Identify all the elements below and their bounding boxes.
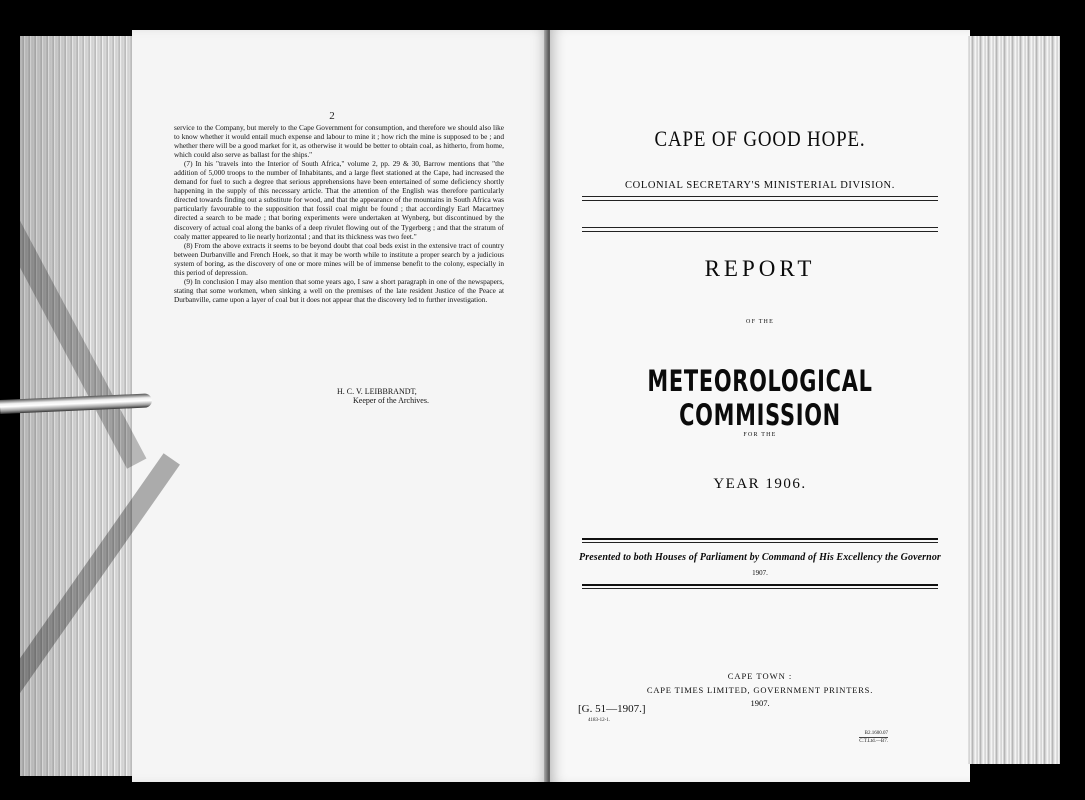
divider [582,231,938,232]
division-heading: COLONIAL SECRETARY'S MINISTERIAL DIVISION. [625,180,895,191]
signature-block [337,387,429,405]
print-code-line: B2.1600.07 [864,731,888,736]
left-page-body [174,123,504,304]
imprint-city: CAPE TOWN : [727,671,793,681]
book-page-edges-right [968,36,1060,764]
paragraph: (8) From the above extracts it seems to be beyond doubt that coal beds exist in the extensive tract of country between Durbanville and French Hoek, so that it may be worth while to institute a proper search by a judicious system of boring, as the discovery of one or more mines will be of immense benefit to the colony, especially in this period of depression. [174,240,504,277]
divider [582,227,938,228]
left-page [132,30,548,782]
document-reference: [G. 51—1907.] [578,703,646,715]
print-code [859,730,888,745]
print-code-line: C.T.Ltd.—B7. [859,739,888,744]
signature-name: H. C. V. LEIBBRANDT, [337,387,417,396]
colony-heading: CAPE OF GOOD HOPE. [654,126,866,151]
signature-title: Keeper of the Archives. [353,396,429,405]
divider [582,196,938,197]
divider [582,584,938,586]
report-year: YEAR 1906. [713,476,807,492]
page-number: 2 [329,110,335,122]
imprint-printers: CAPE TIMES LIMITED, GOVERNMENT PRINTERS. [646,685,874,695]
presented-year: 1907. [752,569,768,577]
right-page [550,30,970,782]
report-title: REPORT [704,256,816,281]
divider [582,588,938,589]
for-the-label: FOR THE [743,432,777,438]
document-subreference: 4183-12-1. [588,718,611,723]
commission-title: METEOROLOGICAL COMMISSION [647,364,873,432]
presented-line: Presented to both Houses of Parliament by Command of His Excellency the Governor [579,552,941,563]
divider [582,538,938,540]
imprint-year: 1907. [750,698,770,708]
paragraph: service to the Company, but merely to the Cape Government for consumption, and therefore we should also like to know whether it would entail much expense and labour to mine it ; how rich the mine is supposed to be ; and whether there will be a good market for it, as otherwise it would be better to obtain coal, as hitherto, from home, which could also serve as ballast for the ships." [174,123,504,160]
paragraph: (7) In his "travels into the Interior of South Africa," volume 2, pp. 29 & 30, Barrow mentions that "the addition of 5,000 troops to the number of Inhabitants, and a large fleet stationed at the Cape, had increased the demand for fuel to such a degree that serious apprehensions have been entertained of some deficiency shortly happening in the supply of this necessary article. That the attention of the English was therefore particularly directed towards finding out a substitute for wood, and that the appearance of the mountains in South Africa was particularly favourable to the supposition that fossil coal might be found ; that accordingly Earl Macartney directed a search to be made ; that boring experiments were undertaken at Wynberg, but discontinued by the discovery of actual coal along the banks of a deep rivulet flowing out of the Tygerberg ; and that the stratum of coaly matter appeared to lie nearly horizontal ; and that its thickness was two feet." [174,159,504,241]
paragraph: (9) In conclusion I may also mention that some years ago, I saw a short paragraph in one of the newspapers, stating that some workmen, when sinking a well on the premises of the late resident Justice of the Peace at Durbanville, came upon a layer of coal but it does not appear that the discovery led to further investigation. [174,276,504,304]
of-the-label: OF THE [746,319,774,325]
divider [582,200,938,201]
divider [582,542,938,543]
